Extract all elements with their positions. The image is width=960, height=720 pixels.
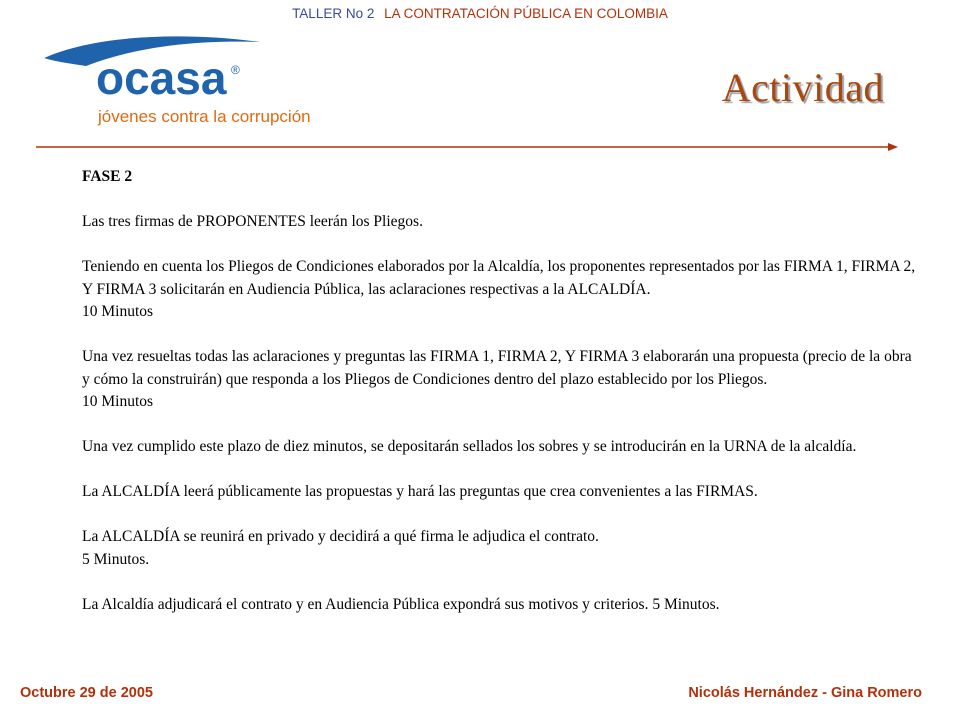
duration-proposal: 10 Minutos	[82, 393, 154, 410]
duration-clarifications: 10 Minutos	[82, 303, 154, 320]
arrow-head-icon	[888, 143, 898, 151]
workshop-topic: LA CONTRATACIÓN PÚBLICA EN COLOMBIA	[384, 6, 668, 21]
logo-registered-mark: ®	[231, 63, 240, 77]
phase-heading: FASE 2	[82, 168, 133, 185]
paragraph-envelopes: Una vez cumplido este plazo de diez minutos, se depositarán sellados los sobres y se introducirán en la URNA de la alcaldía.	[82, 438, 857, 455]
footer-date: Octubre 29 de 2005	[20, 685, 153, 701]
presentation-header	[0, 6, 960, 21]
duration-decision: 5 Minutos.	[82, 550, 150, 568]
logo-brand: ocasa	[96, 52, 227, 104]
footer-authors: Nicolás Hernández - Gina Romero	[688, 685, 922, 701]
header-divider-arrow	[36, 142, 898, 152]
workshop-label: TALLER No 2	[292, 6, 375, 21]
paragraph-public-reading: La ALCALDÍA leerá públicamente las propuestas y hará las preguntas que crea convenientes a las FIRMAS.	[82, 483, 758, 500]
slide-title: Actividad	[721, 65, 884, 110]
paragraph-proponents-read: Las tres firmas de PROPONENTES leerán los Pliegos.	[82, 213, 423, 230]
paragraph-private-decision: La ALCALDÍA se reunirá en privado y decidirá a qué firma le adjudica el contrato.	[82, 528, 599, 545]
logo-tagline: jóvenes contra la corrupción	[98, 107, 311, 126]
paragraph-proposal: Una vez resueltas todas las aclaraciones y preguntas las FIRMA 1, FIRMA 2, Y FIRMA 3 elaborarán una propuesta (precio de la obra y cómo la construirán) que responda a los Pliegos de Condiciones dentro del plazo establecido por los Pliegos.	[82, 348, 912, 388]
paragraph-award: La Alcaldía adjudicará el contrato y en Audiencia Pública expondrá sus motivos y criterios. 5 Minutos.	[82, 595, 720, 613]
paragraph-clarifications: Teniendo en cuenta los Pliegos de Condiciones elaborados por la Alcaldía, los proponentes representados por las FIRMA 1, FIRMA 2, Y FIRMA 3 solicitarán en Audiencia Pública, las aclaraciones respectivas a la ALCALDÍA.	[82, 258, 916, 298]
slide-content	[82, 166, 922, 616]
ocasa-logo	[38, 36, 338, 132]
